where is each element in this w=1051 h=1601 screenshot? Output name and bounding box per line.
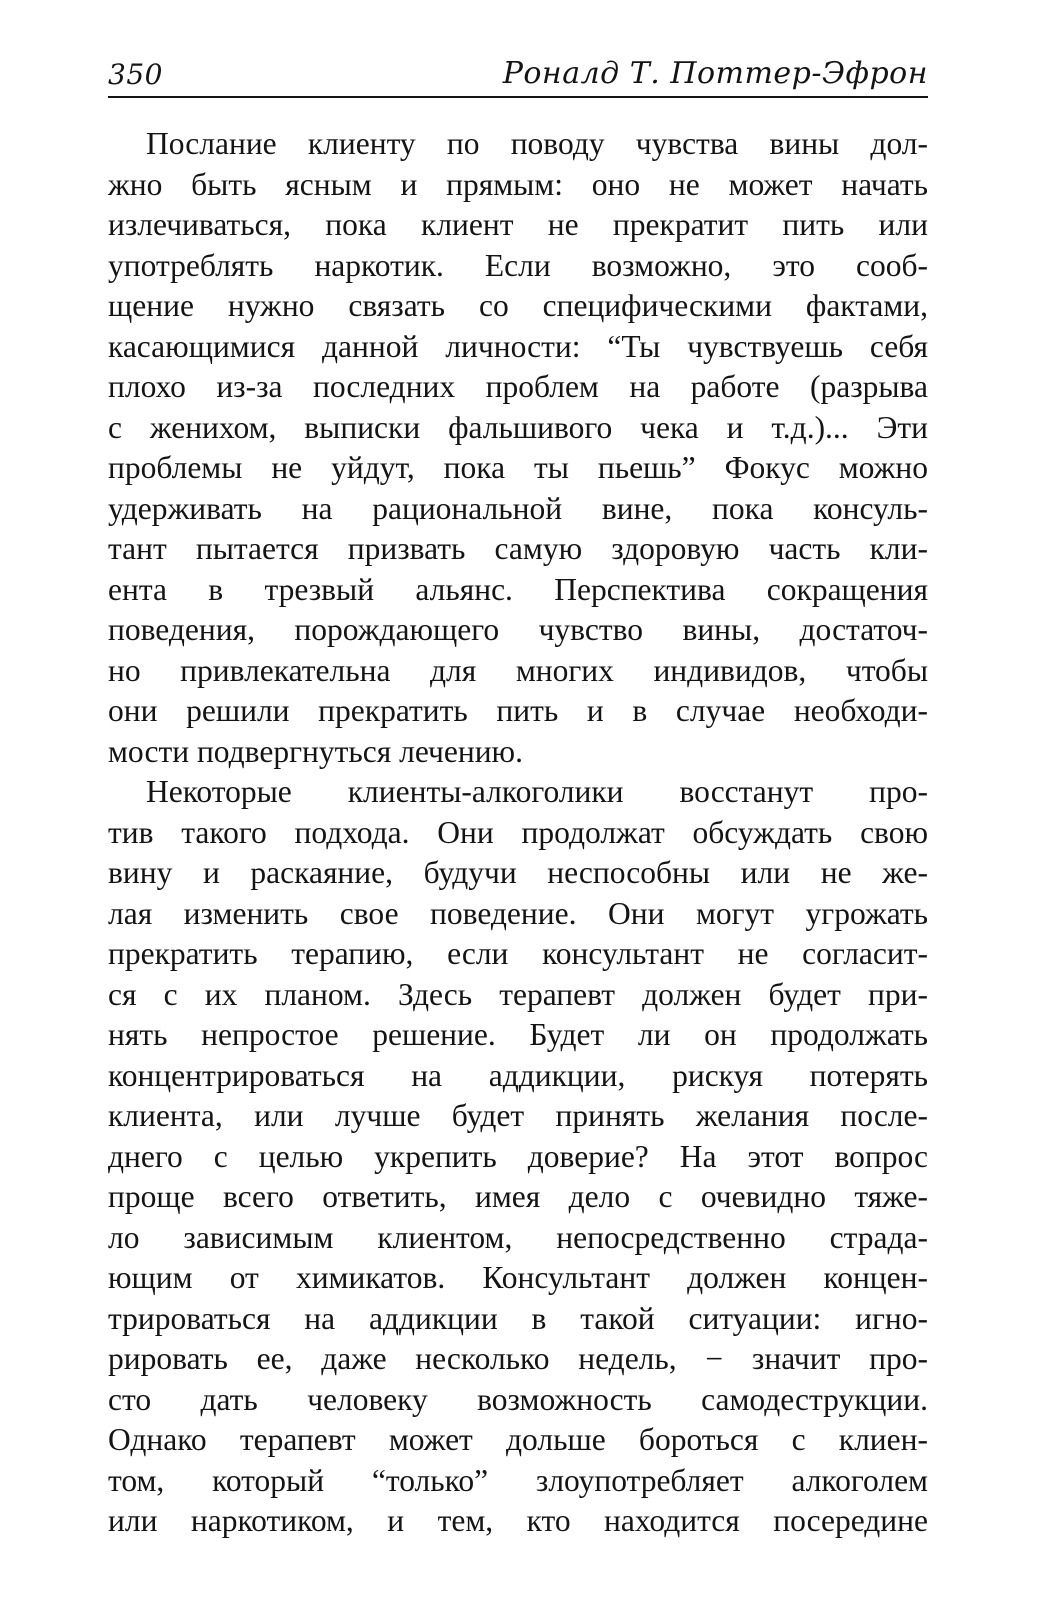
text-line: они решили прекратить пить и в случае необходи- (108, 693, 928, 728)
text-line: касающимися данной личности: “Ты чувствуешь себя (108, 328, 928, 364)
text-line: мости подвергнуться лечению. (108, 733, 523, 769)
running-head-author: Роналд Т. Поттер-Эфрон (502, 56, 928, 91)
text-line: рировать ее, даже несколько недель, − значит про- (108, 1341, 928, 1376)
text-line: поведения, порождающего чувство вины, достаточ- (108, 612, 928, 647)
text-line: Однако терапевт может дольше бороться с клиен- (108, 1422, 928, 1457)
text-line: удерживать на рациональной вине, пока консуль- (108, 490, 928, 526)
body-text (108, 124, 928, 1542)
text-line: с женихом, выписки фальшивого чека и т.д.)... Эти (108, 409, 928, 445)
text-line: концентрироваться на аддикции, рискуя потерять (108, 1057, 928, 1093)
text-line: тант пытается призвать самую здоровую часть кли- (108, 531, 928, 566)
text-line: вину и раскаяние, будучи неспособны или не же- (108, 855, 928, 890)
text-line: излечиваться, пока клиент не прекратит пить или (108, 207, 928, 242)
running-header (108, 52, 928, 98)
text-line: жно быть ясным и прямым: оно не может начать (108, 166, 928, 202)
text-line: проблемы не уйдут, пока ты пьешь” Фокус можно (108, 450, 928, 485)
text-line: лая изменить свое поведение. Они могут угрожать (108, 895, 928, 931)
text-line: Послание клиенту по поводу чувства вины дол- (146, 126, 928, 161)
text-line: ента в трезвый альянс. Перспектива сокращения (108, 571, 928, 607)
text-line: Некоторые клиенты-алкоголики восстанут про- (146, 774, 928, 809)
text-line: том, который “только” злоупотребляет алкоголем (108, 1462, 928, 1498)
text-line: тив такого подхода. Они продолжат обсуждать свою (108, 814, 928, 850)
page-number: 350 (108, 58, 163, 91)
text-line: клиента, или лучше будет принять желания после- (108, 1098, 928, 1133)
text-line: щение нужно связать со специфическими фактами, (108, 288, 928, 323)
text-line: или наркотиком, и тем, кто находится посередине (108, 1503, 928, 1538)
text-line: плохо из-за последних проблем на работе (разрыва (108, 369, 928, 404)
paragraph-1 (108, 124, 928, 772)
text-line: нять непростое решение. Будет ли он продолжать (108, 1017, 928, 1052)
text-line: прекратить терапию, если консультант не согласит- (108, 936, 928, 971)
text-line: ся с их планом. Здесь терапевт должен будет при- (108, 976, 928, 1012)
paragraph-2 (108, 772, 928, 1542)
text-line: ло зависимым клиентом, непосредственно страда- (108, 1219, 928, 1255)
text-line: трироваться на аддикции в такой ситуации: игно- (108, 1300, 928, 1336)
text-line: днего с целью укрепить доверие? На этот вопрос (108, 1138, 928, 1174)
text-line: ющим от химикатов. Консультант должен концен- (108, 1260, 928, 1295)
text-line: проще всего ответить, имея дело с очевидно тяже- (108, 1179, 928, 1214)
text-line: сто дать человеку возможность самодеструкции. (108, 1381, 928, 1417)
text-line: употреблять наркотик. Если возможно, это сооб- (108, 247, 928, 283)
text-line: но привлекательна для многих индивидов, чтобы (108, 652, 928, 688)
